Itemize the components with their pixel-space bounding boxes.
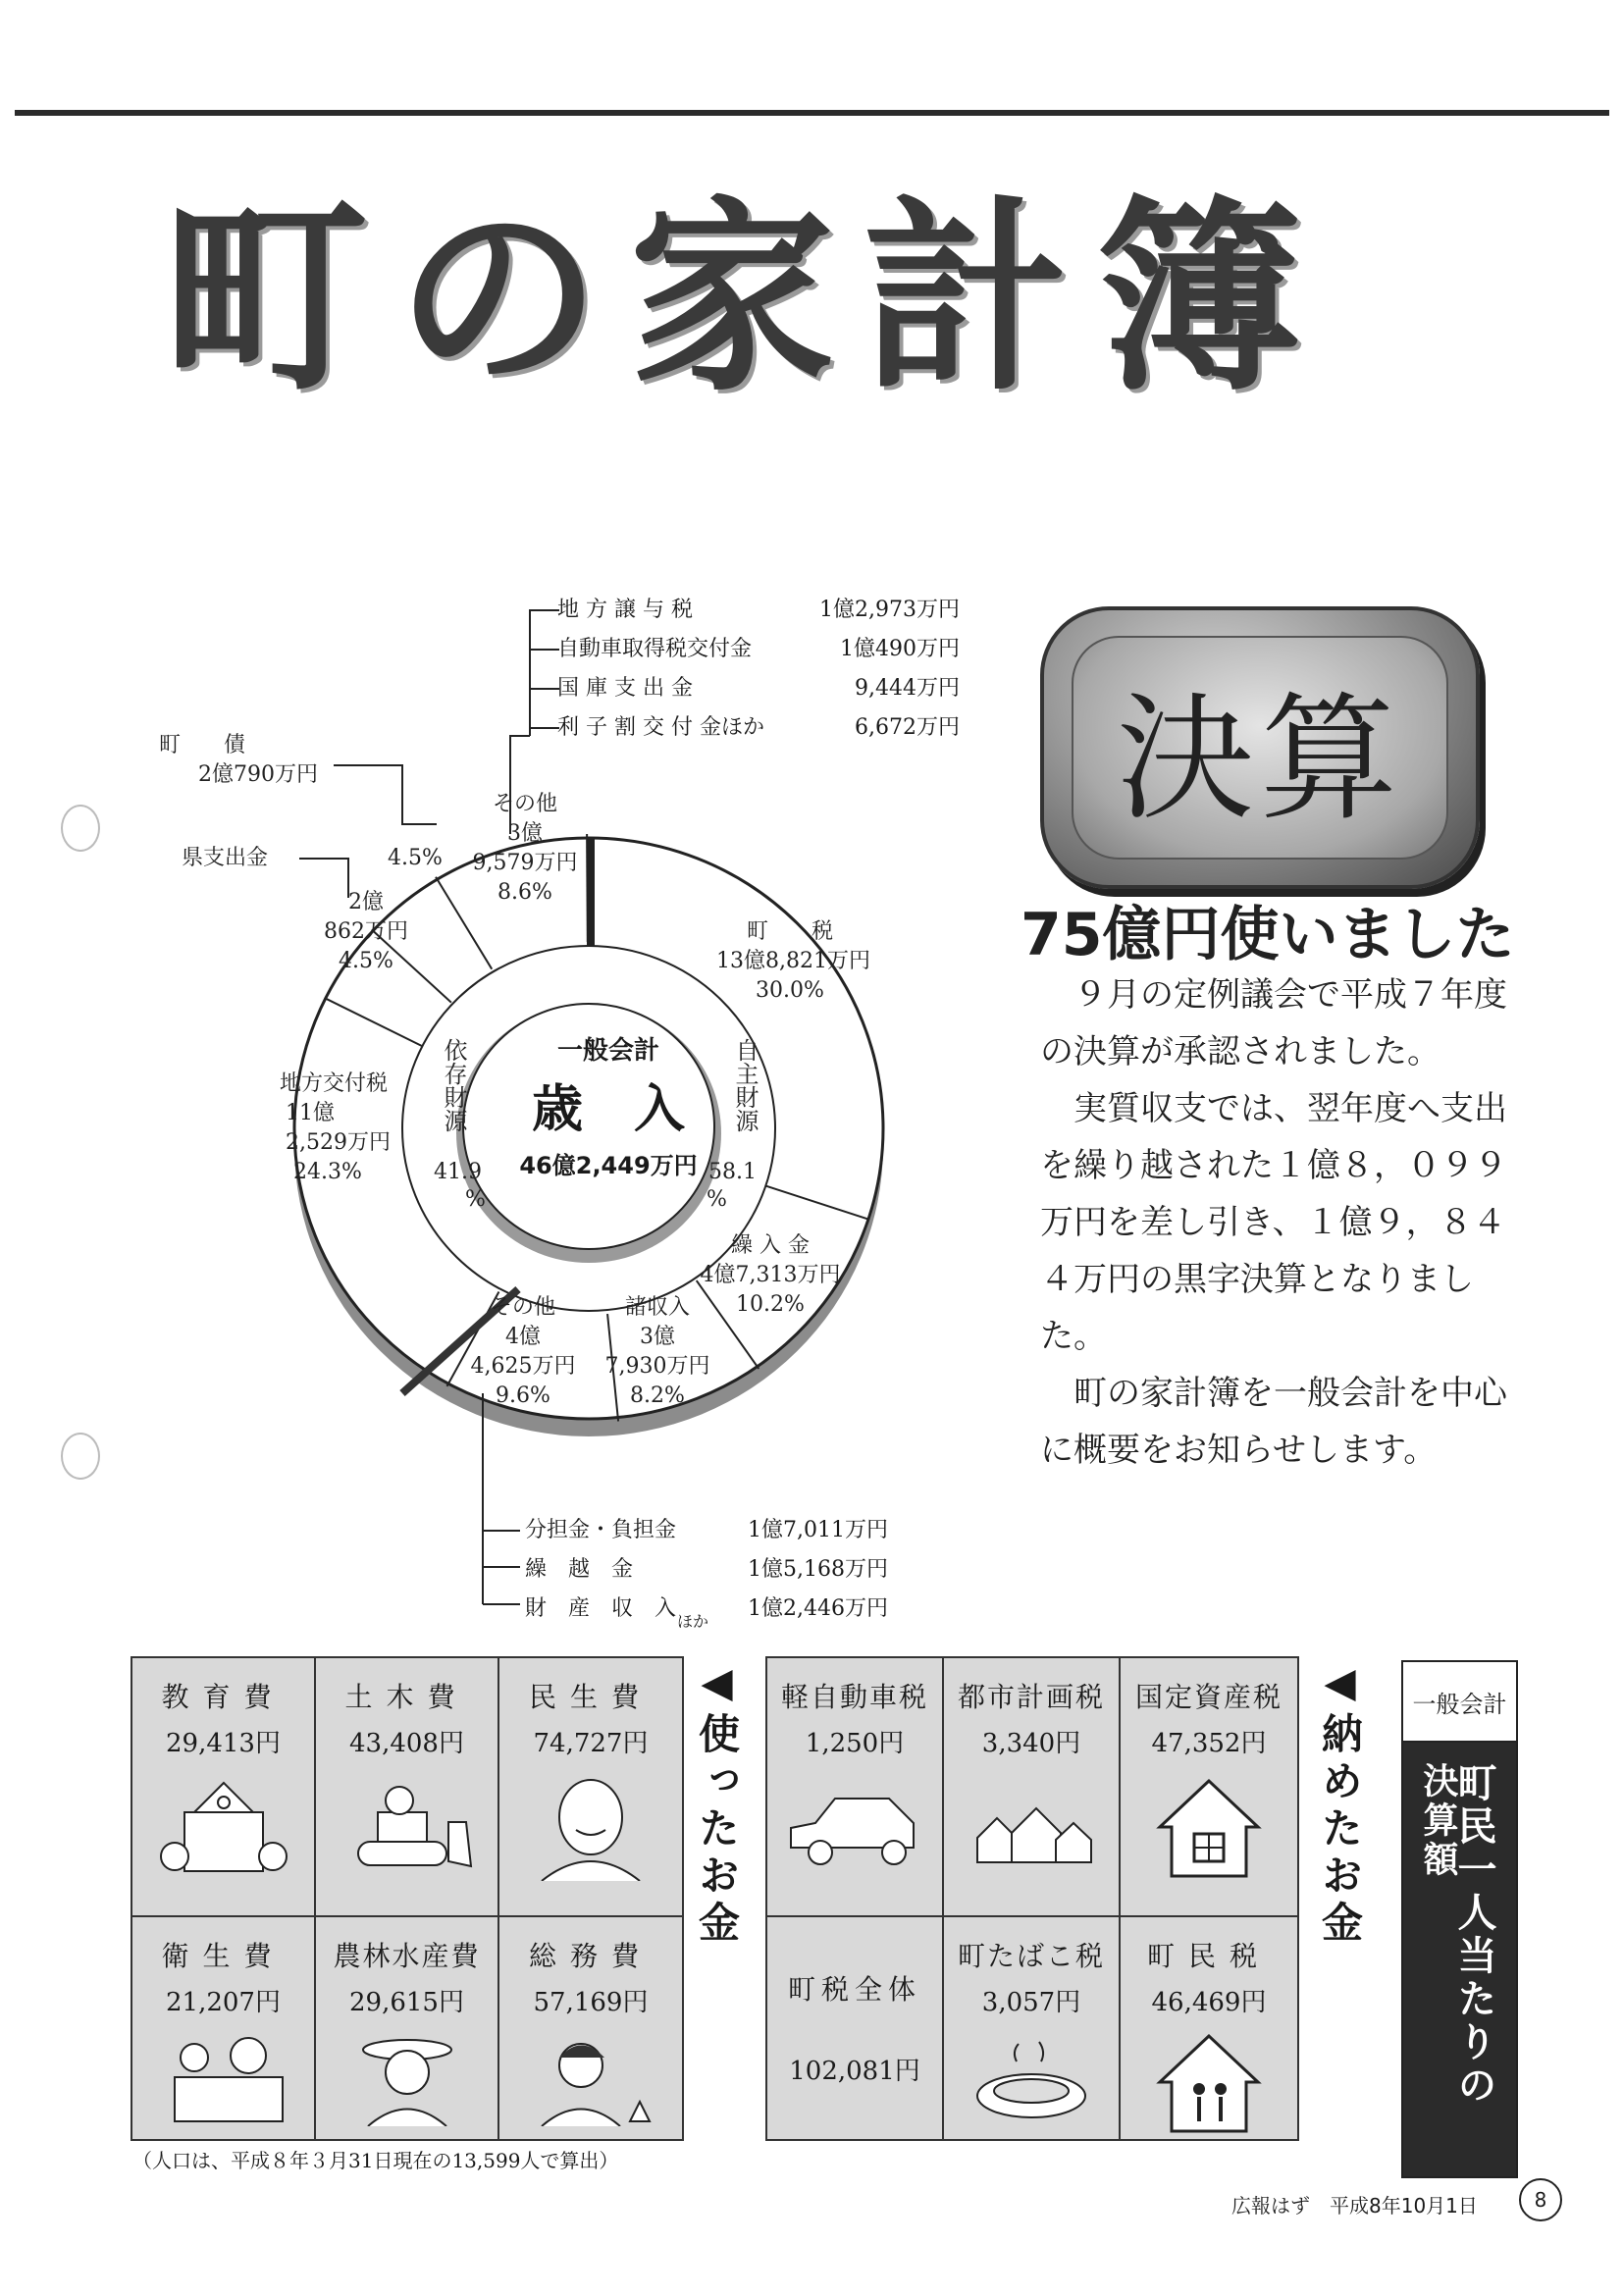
paid-cell [767, 1658, 944, 1917]
elder-icon [522, 1773, 659, 1881]
izon-pct: 41.9 [434, 1160, 482, 1184]
spent-value: 57,169円 [533, 1988, 649, 2017]
side-box [1401, 1741, 1518, 2178]
spent-value: 43,408円 [349, 1729, 464, 1758]
seg-amount: 2億790万円 [198, 762, 318, 787]
seg-name: 町 税 [746, 919, 833, 944]
seg-amount: 2億 [348, 890, 384, 914]
headline: 75億円使いました [1021, 901, 1515, 969]
breakdown-name: 財 産 収 入 [525, 1596, 677, 1621]
body-paragraph: ９月の定例議会で平成７年度の決算が承認されました。 [1040, 975, 1507, 1071]
seg-amount: 3億 [640, 1325, 675, 1349]
breakdown-amount: 9,444万円 [855, 676, 960, 701]
side-box-line2: 決算額 [1418, 1762, 1458, 1880]
top-breakdown [557, 591, 960, 748]
seg-amount: 7,930万円 [604, 1354, 710, 1379]
kessan-badge [1040, 606, 1480, 889]
seg-amount: 13億8,821万円 [716, 949, 870, 973]
spent-panel [131, 1656, 684, 2141]
office-worker-icon [522, 2028, 659, 2126]
breakdown-amount: 1億2,446万円 [748, 1596, 888, 1621]
spent-cell [499, 1917, 682, 2139]
side-box-line1: 町民一人当たりの [1451, 1762, 1496, 2108]
breakdown-name: 利 子 割 交 付 金ほか [557, 715, 764, 740]
family-house-icon [1150, 2028, 1268, 2136]
spent-value: 21,207円 [166, 1988, 281, 2017]
paid-name: 国定資産税 [1134, 1681, 1283, 1713]
houses-icon [958, 1779, 1105, 1877]
note: （人口は、平成８年３月31日現在の13,599人で算出） [132, 2149, 619, 2172]
seg-percent: 4.5% [339, 949, 393, 973]
seg-percent: 9.6% [496, 1383, 550, 1408]
breakdown-name: 自動車取得税交付金 [557, 637, 753, 661]
seg-amount: 3億 [507, 821, 543, 846]
seg-amount: 4,625万円 [470, 1354, 576, 1379]
breakdown-name: 繰 越 金 [525, 1557, 634, 1582]
paid-cell [944, 1917, 1121, 2139]
seg-percent: 8.2% [630, 1383, 685, 1408]
footer: 広報はず 平成8年10月1日 [1231, 2194, 1478, 2218]
seg-sho [594, 1293, 721, 1411]
page-title: 町の家計簿 [162, 179, 1331, 419]
seg-chiho [280, 1070, 417, 1187]
seg-amount: 4億 [505, 1325, 541, 1349]
breakdown-amount: 1億7,011万円 [748, 1518, 888, 1542]
spent-cell [316, 1917, 499, 2139]
spent-name: 農林水産費 [333, 1940, 481, 1972]
seg-amount: 9,579万円 [472, 851, 578, 875]
breakdown-name: 地 方 譲 与 税 [557, 598, 693, 622]
doctor-icon [155, 2028, 292, 2126]
top-rule [15, 110, 1609, 116]
breakdown-name: 分担金・負担金 [525, 1518, 677, 1542]
breakdown-row [525, 1511, 888, 1550]
paid-value: 46,469円 [1151, 1988, 1267, 2017]
paid-name: 町税全体 [787, 1973, 921, 2006]
punch-hole-icon [61, 805, 100, 852]
seg-amount: 11億 [286, 1101, 335, 1125]
spent-value: 29,615円 [349, 1988, 464, 2017]
seg-sonota1 [461, 790, 589, 908]
bottom-hoka: ほか [677, 1612, 709, 1631]
paid-cell [767, 1917, 944, 2139]
seg-name: その他 [492, 792, 557, 816]
car-icon [781, 1779, 928, 1877]
seg-amount: 4億7,313万円 [700, 1263, 841, 1287]
body-text [1040, 966, 1531, 1479]
paid-name: 軽自動車税 [780, 1681, 928, 1713]
spent-cell [132, 1917, 316, 2139]
seg-percent: 8.6% [497, 880, 552, 905]
jishu-pct: 58.1 [708, 1160, 757, 1184]
paid-cell [1121, 1917, 1297, 2139]
paid-cell [944, 1658, 1121, 1917]
spent-value: 29,413円 [166, 1729, 281, 1758]
jishu-pct-unit: % [707, 1187, 727, 1212]
kessan-label: 決算 [1072, 636, 1448, 860]
paid-panel [765, 1656, 1299, 2141]
paid-name: 町民税 [1146, 1940, 1271, 1972]
breakdown-row [557, 669, 960, 708]
external-leaders [265, 756, 461, 922]
seg-name: 繰 入 金 [731, 1233, 810, 1258]
inner-main: 歳 入 [531, 1080, 685, 1139]
breakdown-row [557, 591, 960, 630]
izon-label: 依存財源 [440, 1038, 467, 1132]
paid-value: 102,081円 [789, 2057, 920, 2086]
seg-name: 町 債 [159, 733, 246, 757]
farmer-icon [339, 2028, 476, 2126]
paid-name: 都市計画税 [957, 1681, 1105, 1713]
paid-value: 47,352円 [1151, 1729, 1267, 1758]
paid-value: 3,057円 [981, 1988, 1081, 2017]
seg-name: 地方交付税 [280, 1071, 389, 1096]
bottom-leader-lines [471, 1393, 530, 1619]
page-number: 8 [1519, 2178, 1562, 2221]
spent-title: ◀使ったお金 [693, 1658, 741, 1948]
spent-name: 総務費 [528, 1940, 653, 1972]
spent-cell [316, 1658, 499, 1917]
seg-choze [716, 917, 870, 1006]
paid-name: 町たばこ税 [957, 1940, 1105, 1972]
body-paragraph: 実質収支では、翌年度へ支出を繰り越された１億８，０９９万円を差し引き、１億９，８４４万円の黒字決算となりました。 [1040, 1089, 1507, 1356]
inner-total: 46億2,449万円 [519, 1152, 698, 1179]
breakdown-amount: 1億490万円 [840, 637, 960, 661]
spent-name: 教育費 [161, 1681, 286, 1713]
inner-title: 一般会計 [556, 1036, 659, 1066]
side-box-top: 一般会計 [1401, 1660, 1518, 1743]
seg-amount: 862万円 [324, 919, 408, 944]
breakdown-amount: 1億5,168万円 [748, 1557, 888, 1582]
punch-hole-icon [61, 1433, 100, 1480]
house-icon [1150, 1773, 1268, 1881]
paid-cell [1121, 1658, 1297, 1917]
spent-name: 土木費 [344, 1681, 469, 1713]
paid-value: 1,250円 [805, 1729, 905, 1758]
spent-value: 74,727円 [533, 1729, 649, 1758]
seg-percent: 10.2% [736, 1292, 805, 1317]
seg-machisai-pct: 4.5% [388, 846, 443, 870]
seg-name: 諸収入 [624, 1295, 690, 1320]
izon-pct-unit: % [465, 1187, 486, 1212]
breakdown-row [525, 1550, 888, 1590]
ashtray-icon [958, 2032, 1105, 2130]
spent-cell [132, 1658, 316, 1917]
breakdown-row [557, 630, 960, 669]
spent-name: 衛生費 [161, 1940, 286, 1972]
body-paragraph: 町の家計簿を一般会計を中心に概要をお知らせします。 [1040, 1374, 1507, 1470]
paid-title: ◀納めたお金 [1316, 1658, 1364, 1948]
breakdown-amount: 6,672万円 [855, 715, 960, 740]
breakdown-name: 国 庫 支 出 金 [557, 676, 693, 701]
seg-percent: 24.3% [293, 1160, 362, 1184]
jishu-label: 自主財源 [731, 1038, 759, 1132]
paid-value: 3,340円 [981, 1729, 1081, 1758]
seg-amount: 2,529万円 [286, 1130, 391, 1155]
spent-cell [499, 1658, 682, 1917]
bulldozer-icon [339, 1773, 476, 1881]
breakdown-amount: 1億2,973万円 [819, 598, 960, 622]
breakdown-row [557, 708, 960, 748]
seg-name: その他 [490, 1295, 555, 1320]
school-icon [155, 1773, 292, 1881]
spent-name: 民生費 [528, 1681, 653, 1713]
seg-percent: 30.0% [756, 978, 824, 1003]
ken-label: 県支出金 [182, 846, 269, 870]
